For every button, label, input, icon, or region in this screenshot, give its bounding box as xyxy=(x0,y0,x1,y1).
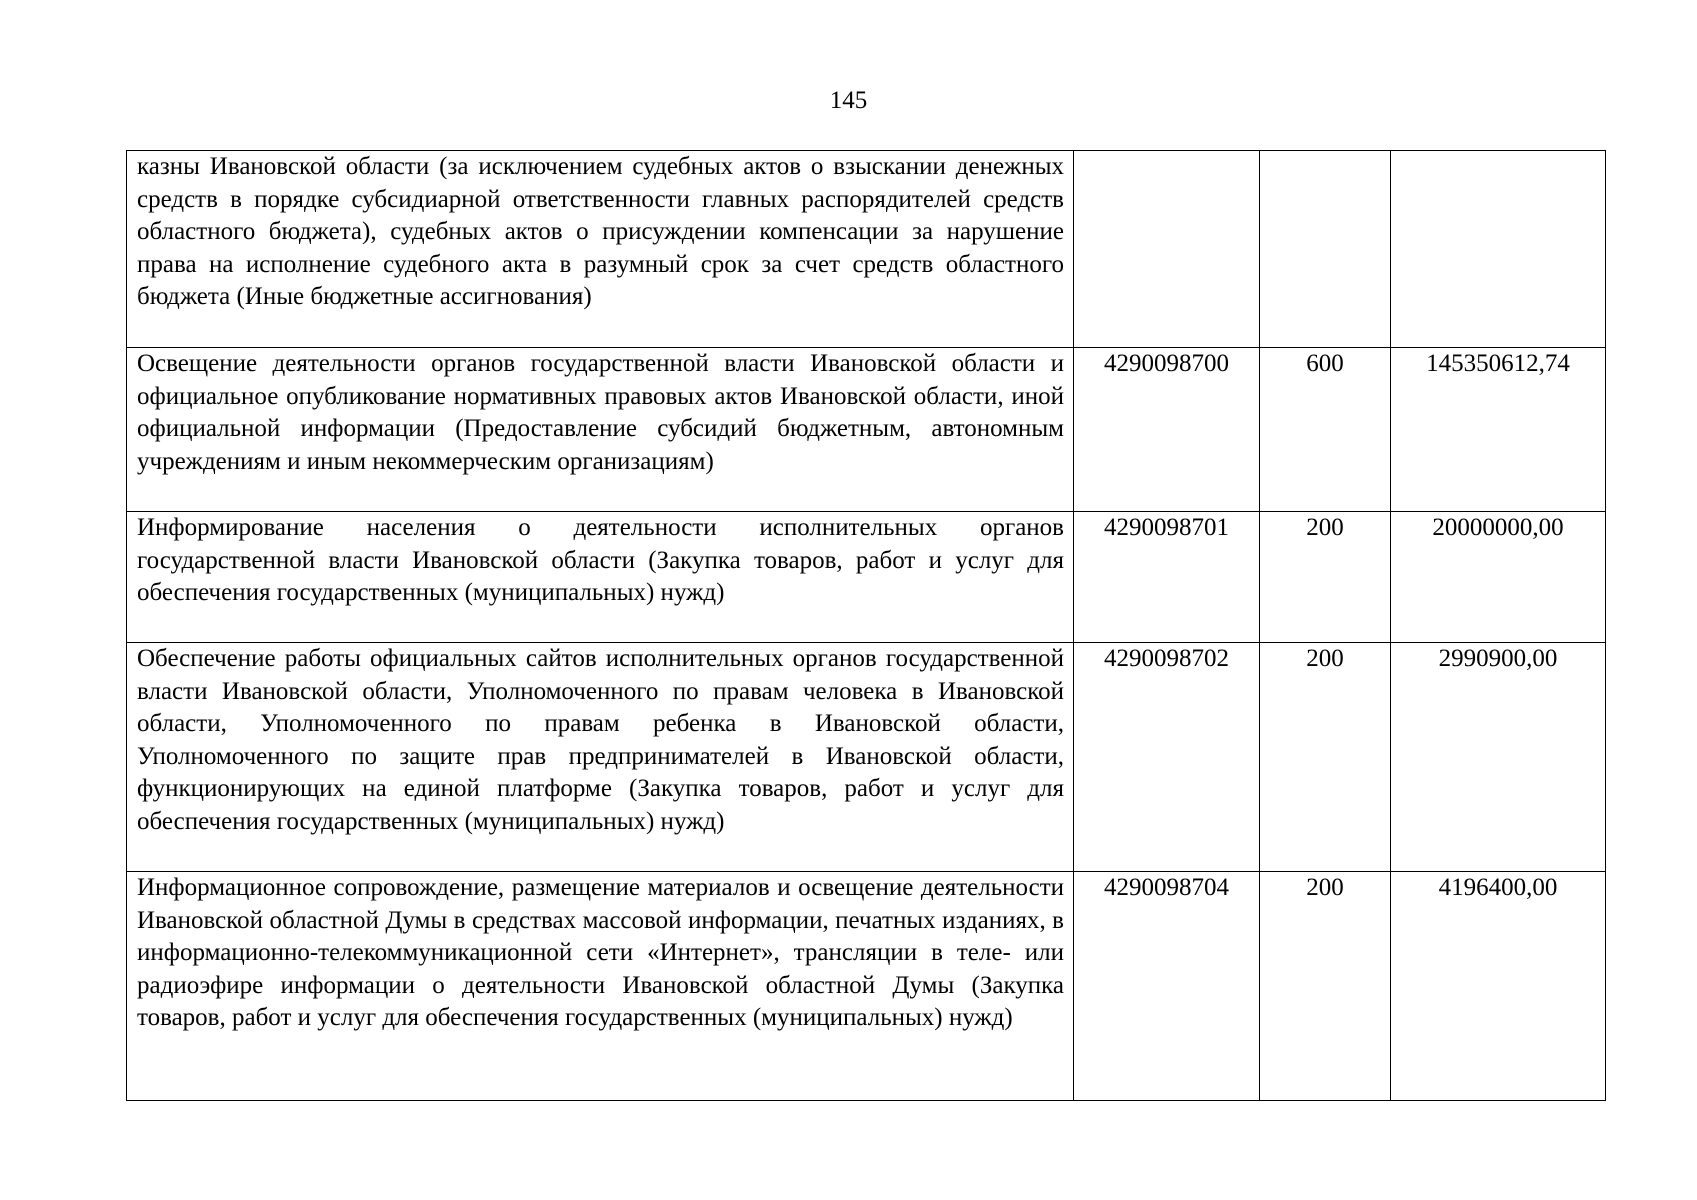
row-expense-type: 600 xyxy=(1260,348,1391,512)
row-target-code: 4290098704 xyxy=(1074,872,1260,1101)
row-target-code: 4290098702 xyxy=(1074,643,1260,872)
row-amount xyxy=(1391,151,1606,348)
row-description: Освещение деятельности органов государственной власти Ивановской области и официальное опубликование нормативных правовых актов Ивановской области, иной официальной информации (Предоставление субсидий бюджетным, автономным учреждениям и иным некоммерческим организациям) xyxy=(127,348,1074,512)
row-target-code: 4290098700 xyxy=(1074,348,1260,512)
row-expense-type xyxy=(1260,151,1391,348)
row-amount: 145350612,74 xyxy=(1391,348,1606,512)
budget-table xyxy=(126,150,1606,1101)
row-expense-type: 200 xyxy=(1260,512,1391,643)
row-description: казны Ивановской области (за исключением судебных актов о взыскании денежных средств в порядке субсидиарной ответственности главных распорядителей средств областного бюджета), судебных актов о присуждении компенсации за нарушение права на исполнение судебного акта в разумный срок за счет средств областного бюджета (Иные бюджетные ассигнования) xyxy=(127,151,1074,348)
row-target-code: 4290098701 xyxy=(1074,512,1260,643)
row-description: Обеспечение работы официальных сайтов исполнительных органов государственной власти Ивановской области, Уполномоченного по правам человека в Ивановской области, Уполномоченного по правам ребенка в Ивановской области, Уполномоченного по защите прав предпринимателей в Ивановской области, функционирующих на единой платформе (Закупка товаров, работ и услуг для обеспечения государственных (муниципальных) нужд) xyxy=(127,643,1074,872)
table-row xyxy=(127,512,1606,643)
row-description: Информирование населения о деятельности исполнительных органов государственной власти Ивановской области (Закупка товаров, работ и услуг для обеспечения государственных (муниципальных) нужд) xyxy=(127,512,1074,643)
row-target-code xyxy=(1074,151,1260,348)
row-amount: 20000000,00 xyxy=(1391,512,1606,643)
row-amount: 4196400,00 xyxy=(1391,872,1606,1101)
row-description: Информационное сопровождение, размещение материалов и освещение деятельности Ивановской областной Думы в средствах массовой информации, печатных изданиях, в информационно-телекоммуникационной сети «Интернет», трансляции в теле- или радиоэфире информации о деятельности Ивановской областной Думы (Закупка товаров, работ и услуг для обеспечения государственных (муниципальных) нужд) xyxy=(127,872,1074,1101)
table-row xyxy=(127,872,1606,1101)
table-row xyxy=(127,643,1606,872)
table-row xyxy=(127,151,1606,348)
table-row xyxy=(127,348,1606,512)
row-amount: 2990900,00 xyxy=(1391,643,1606,872)
page-number: 145 xyxy=(829,87,868,114)
row-expense-type: 200 xyxy=(1260,643,1391,872)
row-expense-type: 200 xyxy=(1260,872,1391,1101)
